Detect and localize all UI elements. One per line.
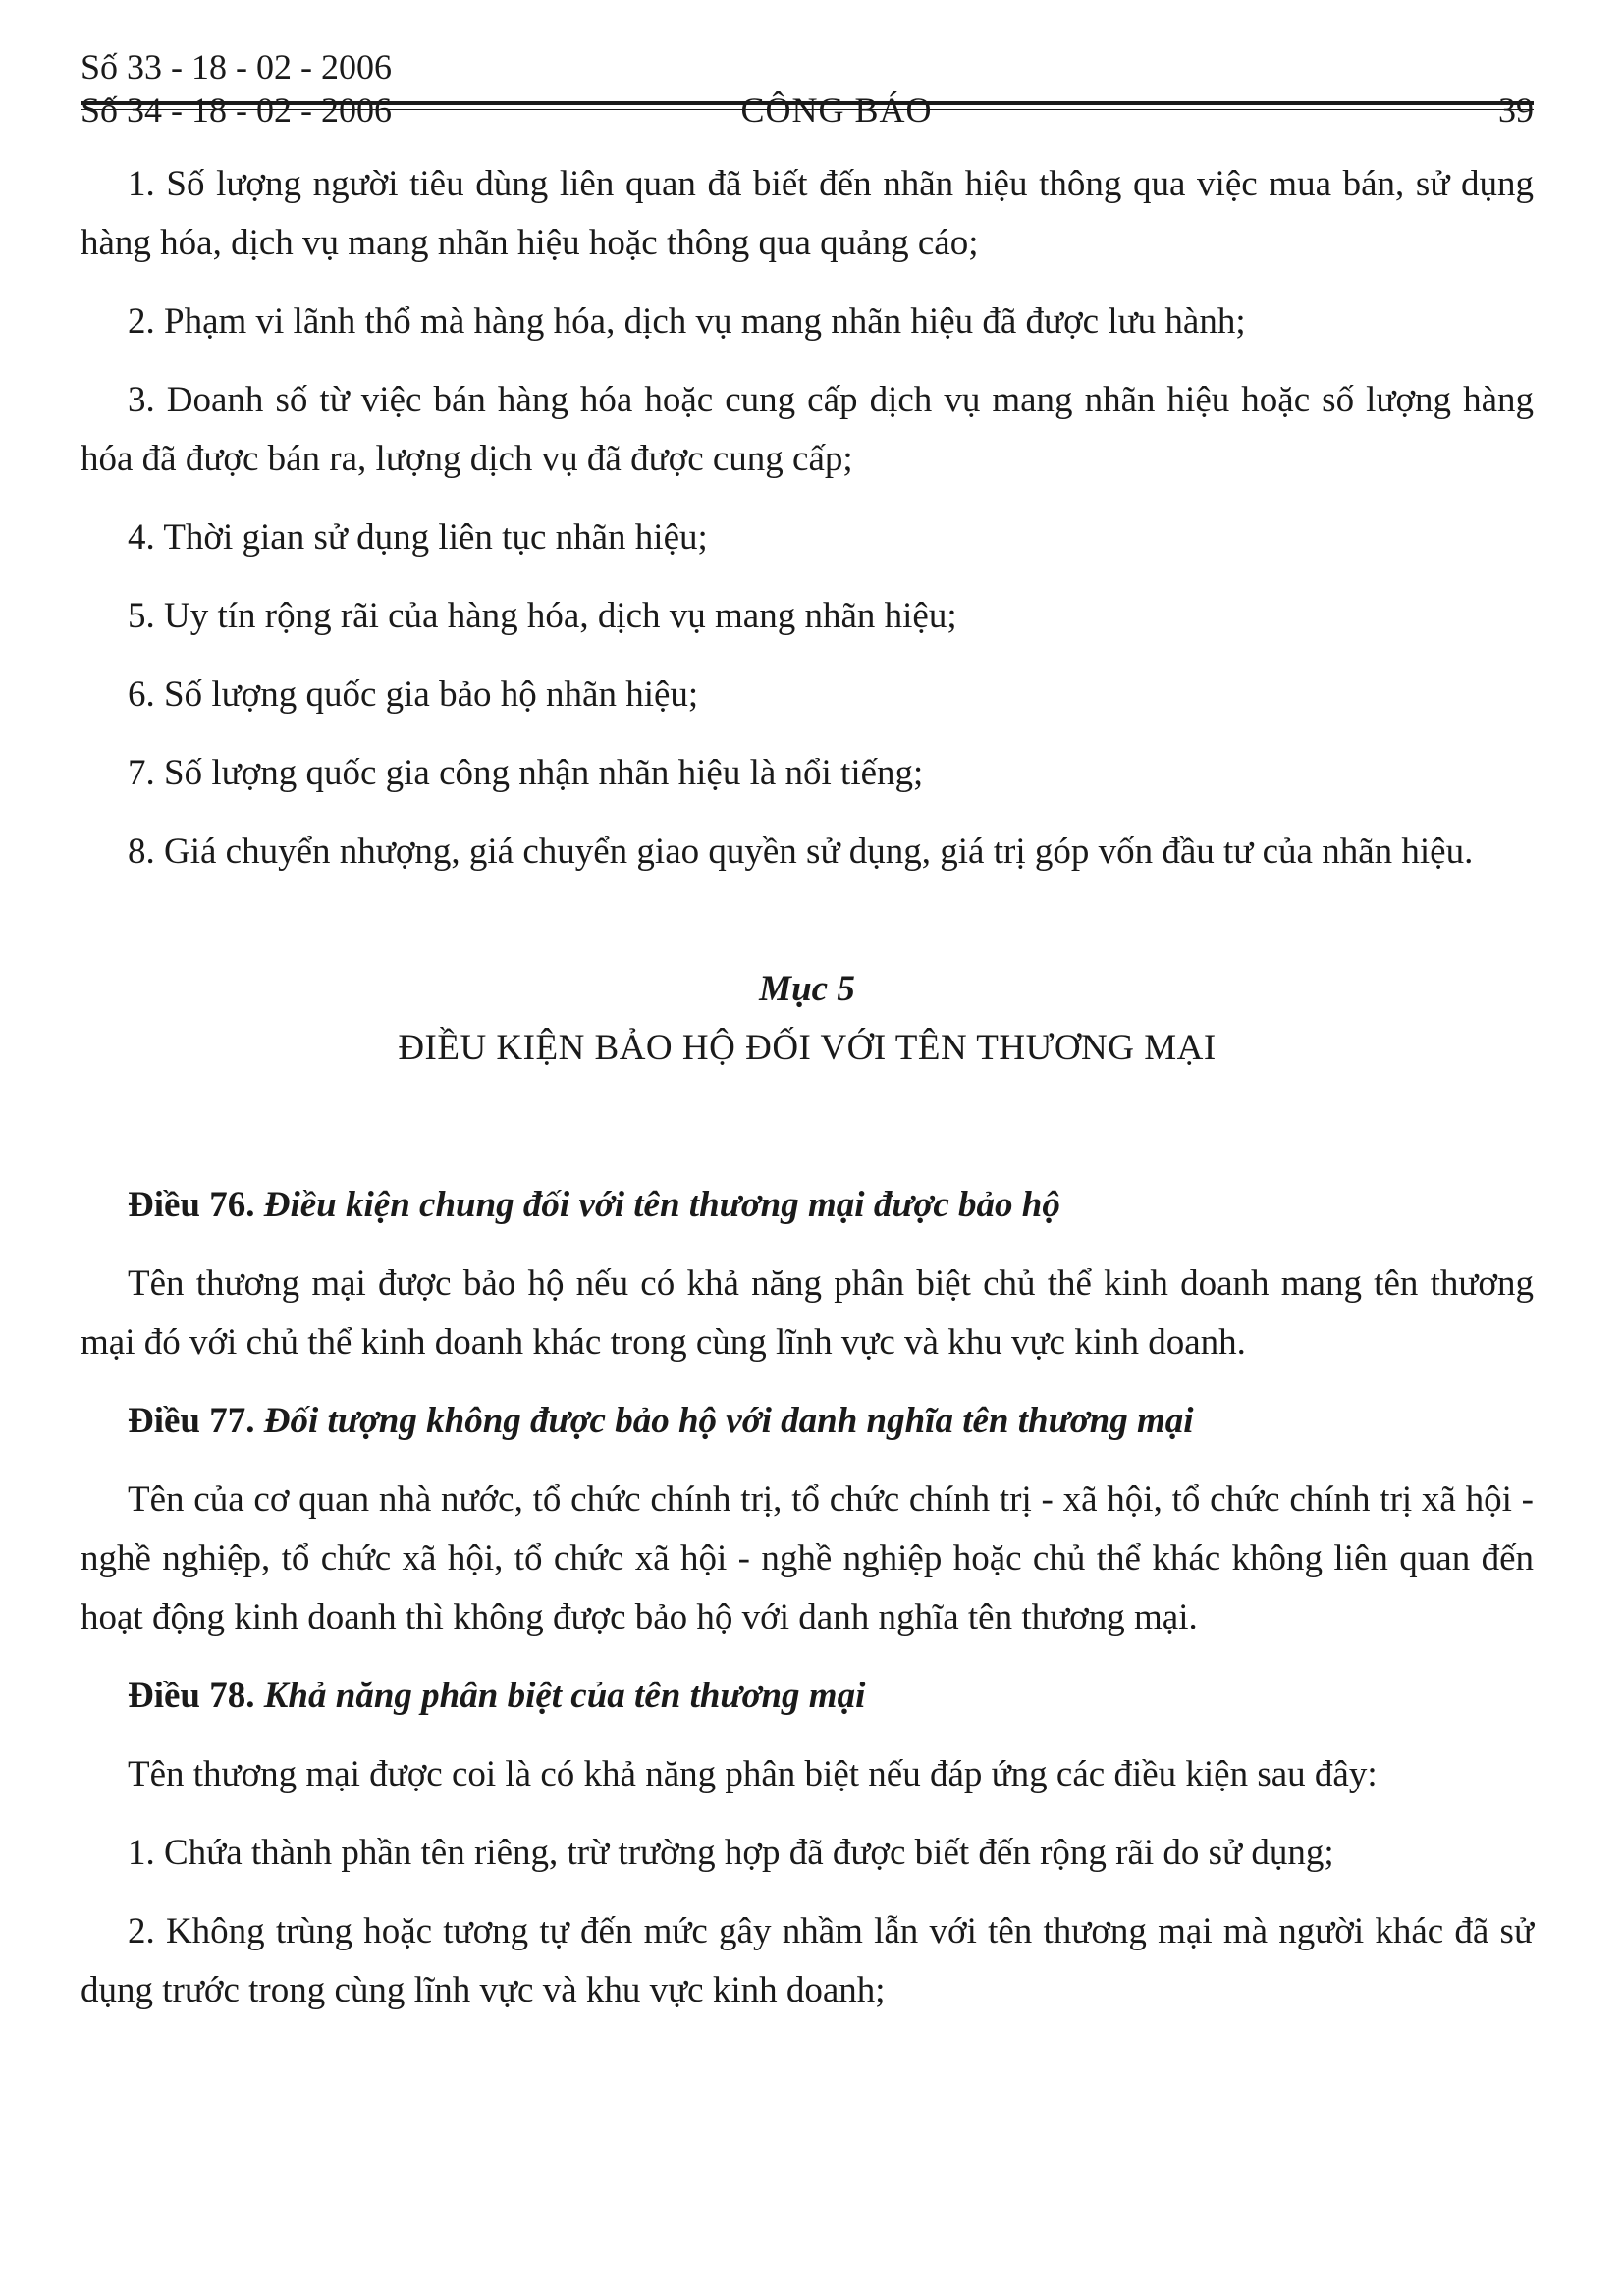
criteria-item: 7. Số lượng quốc gia công nhận nhãn hiệu là nổi tiếng;: [128, 753, 924, 793]
criteria-item: 1. Số lượng người tiêu dùng liên quan đã biết đến nhãn hiệu thông qua việc mua bán, sử dụng hàng hóa, dịch vụ mang nhãn hiệu hoặc thông qua quảng cáo;: [81, 164, 1534, 263]
article-heading: [81, 1667, 1534, 1726]
publication-title: CÔNG BÁO: [740, 90, 933, 130]
page-number: 39: [1498, 90, 1534, 130]
section-title: ĐIỀU KIỆN BẢO HỘ ĐỐI VỚI TÊN THƯƠNG MẠI: [398, 1028, 1217, 1068]
article-title: Khả năng phân biệt của tên thương mại: [263, 1676, 866, 1716]
section-label: Mục 5: [759, 969, 855, 1009]
criteria-item: 6. Số lượng quốc gia bảo hộ nhãn hiệu;: [128, 674, 699, 715]
article-heading: [81, 1392, 1534, 1451]
criteria-item: 8. Giá chuyển nhượng, giá chuyển giao quyền sử dụng, giá trị góp vốn đầu tư của nhãn hiệu.: [128, 831, 1474, 872]
issue-number-line-1: Số 33 - 18 - 02 - 2006: [81, 47, 392, 86]
article-title: Điều kiện chung đối với tên thương mại được bảo hộ: [263, 1185, 1060, 1225]
article-title: Đối tượng không được bảo hộ với danh nghĩa tên thương mại: [263, 1401, 1194, 1441]
page-body: [81, 155, 1534, 2040]
criteria-item: 4. Thời gian sử dụng liên tục nhãn hiệu;: [128, 517, 708, 558]
issue-number-line-2: Số 34 - 18 - 02 - 2006: [81, 90, 392, 130]
page-header: [81, 39, 1534, 149]
article-paragraph: Tên của cơ quan nhà nước, tổ chức chính trị, tổ chức chính trị - xã hội, tổ chức chính trị xã hội - nghề nghiệp, tổ chức xã hội, tổ chức xã hội - nghề nghiệp hoặc chủ thể khác không liên quan đến hoạt động kinh doanh thì không được bảo hộ với danh nghĩa tên thương mại.: [81, 1479, 1534, 1637]
criteria-item: 3. Doanh số từ việc bán hàng hóa hoặc cung cấp dịch vụ mang nhãn hiệu hoặc số lượng hàng hóa đã được bán ra, lượng dịch vụ đã được cung cấp;: [81, 380, 1534, 479]
article-heading: [81, 1176, 1534, 1235]
article-number: Điều 78.: [128, 1676, 255, 1716]
header-rule-thick: [81, 101, 1534, 105]
header-rule-thin: [81, 109, 1534, 110]
article-number: Điều 76.: [128, 1185, 255, 1225]
article-paragraph: Tên thương mại được coi là có khả năng phân biệt nếu đáp ứng các điều kiện sau đây:: [128, 1754, 1378, 1794]
criteria-item: 2. Phạm vi lãnh thổ mà hàng hóa, dịch vụ mang nhãn hiệu đã được lưu hành;: [128, 301, 1246, 342]
article-paragraph: 1. Chứa thành phần tên riêng, trừ trường hợp đã được biết đến rộng rãi do sử dụng;: [128, 1833, 1334, 1873]
article-number: Điều 77.: [128, 1401, 255, 1441]
article-paragraph: 2. Không trùng hoặc tương tự đến mức gây nhầm lẫn với tên thương mại mà người khác đã sử dụng trước trong cùng lĩnh vực và khu vực kinh doanh;: [81, 1911, 1534, 2010]
criteria-item: 5. Uy tín rộng rãi của hàng hóa, dịch vụ mang nhãn hiệu;: [128, 596, 957, 636]
article-paragraph: Tên thương mại được bảo hộ nếu có khả năng phân biệt chủ thể kinh doanh mang tên thương mại đó với chủ thể kinh doanh khác trong cùng lĩnh vực và khu vực kinh doanh.: [81, 1263, 1534, 1362]
